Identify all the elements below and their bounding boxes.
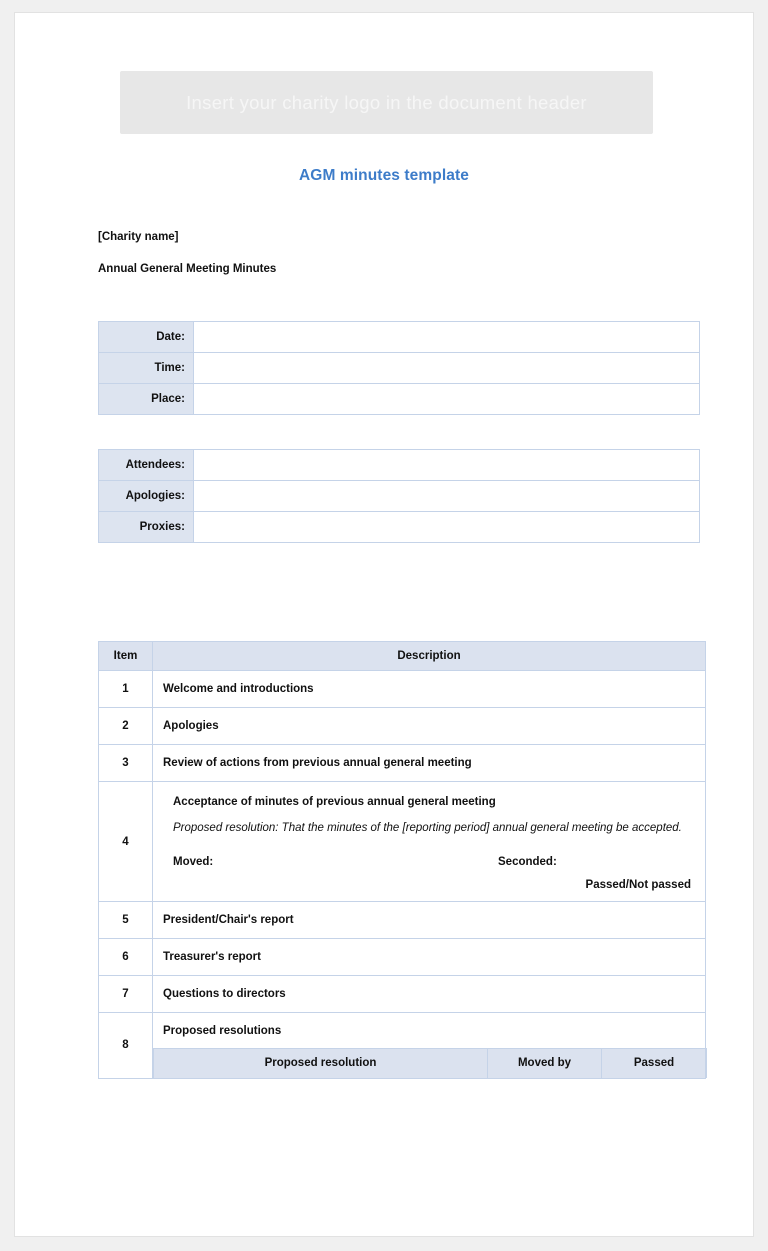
agenda-item-description[interactable]: Welcome and introductions: [153, 671, 706, 708]
table-row: [99, 939, 706, 976]
table-row: [99, 353, 700, 384]
label-proxies: Proxies:: [99, 512, 194, 543]
field-place[interactable]: [194, 384, 700, 415]
table-row: [99, 671, 706, 708]
table-row: [99, 322, 700, 353]
label-place: Place:: [99, 384, 194, 415]
field-time[interactable]: [194, 353, 700, 384]
logo-placeholder-band[interactable]: [120, 71, 653, 134]
document-title: AGM minutes template: [299, 167, 469, 184]
charity-name: [Charity name]: [98, 231, 179, 243]
meeting-title: Annual General Meeting Minutes: [98, 262, 277, 275]
field-attendees[interactable]: [194, 450, 700, 481]
label-date: Date:: [99, 322, 194, 353]
table-row: [99, 450, 700, 481]
table-row: [99, 481, 700, 512]
agenda-item-number: 5: [99, 902, 153, 939]
table-row: [99, 902, 706, 939]
table-row: [99, 782, 706, 902]
meeting-details-table: [98, 321, 700, 415]
agenda-item-description[interactable]: Questions to directors: [153, 976, 706, 1013]
agenda-item-number: 6: [99, 939, 153, 976]
agenda-item-number: 1: [99, 671, 153, 708]
agenda-item-description[interactable]: Review of actions from previous annual general meeting: [153, 745, 706, 782]
label-apologies: Apologies:: [99, 481, 194, 512]
agenda-item-number: 8: [99, 1013, 153, 1079]
agenda-item-number: 4: [99, 782, 153, 902]
moved-label[interactable]: Moved:: [173, 856, 214, 869]
charity-heading-block: [98, 230, 598, 277]
column-header-item: Item: [99, 642, 153, 671]
passed-not-passed-label[interactable]: Passed/Not passed: [585, 879, 691, 892]
attendance-table: [98, 449, 700, 543]
table-row: [99, 708, 706, 745]
agenda-item-heading: Acceptance of minutes of previous annual general meeting: [173, 796, 496, 808]
column-header-passed: Passed: [602, 1049, 707, 1078]
proposed-resolutions-subtable: [153, 1048, 707, 1078]
subtable-header-row: [154, 1049, 707, 1078]
agenda-item-description[interactable]: Apologies: [153, 708, 706, 745]
table-row: [99, 745, 706, 782]
agenda-item-description[interactable]: President/Chair's report: [153, 902, 706, 939]
field-apologies[interactable]: [194, 481, 700, 512]
agenda-item-description: [153, 782, 706, 902]
table-row: [99, 1013, 706, 1079]
column-header-description: Description: [153, 642, 706, 671]
column-header-proposed-resolution: Proposed resolution: [154, 1049, 488, 1078]
logo-placeholder-text: Insert your charity logo in the document header: [186, 91, 587, 113]
agenda-item-description[interactable]: Treasurer's report: [153, 939, 706, 976]
acceptance-of-minutes-block: [163, 782, 705, 891]
field-date[interactable]: [194, 322, 700, 353]
column-header-moved-by: Moved by: [488, 1049, 602, 1078]
moved-seconded-row: [173, 856, 693, 873]
agenda-header-row: [99, 642, 706, 671]
label-attendees: Attendees:: [99, 450, 194, 481]
seconded-label[interactable]: Seconded:: [498, 856, 557, 869]
table-row: [99, 976, 706, 1013]
agenda-item-number: 3: [99, 745, 153, 782]
table-row: [99, 384, 700, 415]
agenda-item-number: 2: [99, 708, 153, 745]
field-proxies[interactable]: [194, 512, 700, 543]
agenda-item-number: 7: [99, 976, 153, 1013]
agenda-item-heading: Proposed resolutions: [163, 1025, 282, 1037]
table-row: [99, 512, 700, 543]
proposed-resolution-text: Proposed resolution: That the minutes of the [reporting period] annual general meeting be accepted.: [173, 822, 682, 834]
label-time: Time:: [99, 353, 194, 384]
document-page: [14, 12, 754, 1237]
agenda-table: [98, 641, 706, 1079]
agenda-item-description: [153, 1013, 706, 1079]
